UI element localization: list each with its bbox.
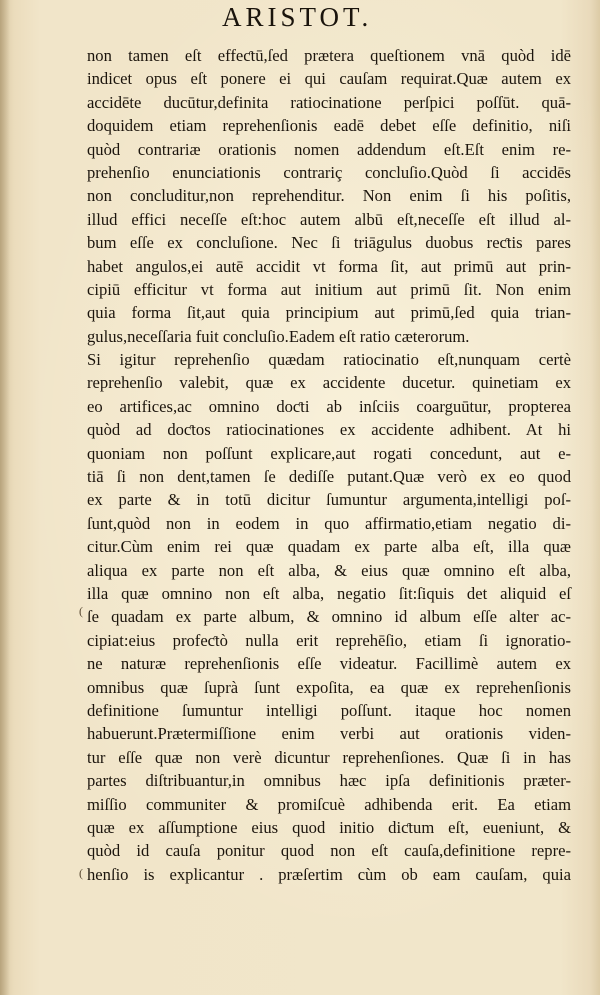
text-line: quæ ex aſſumptione eius quod initio diƈtum eſt, eueniunt, &	[87, 817, 571, 837]
text-line: miſſio communiter & promiſcuè adhibenda erit. Ea etiam	[87, 794, 571, 814]
text-line: quòd contrariæ orationis nomen addendum eſt.Eſt enim re-	[87, 139, 571, 159]
text-line: habet angulos,ei autē accidit vt forma ſit, aut primū aut prin-	[87, 256, 571, 276]
spine-shadow	[0, 0, 10, 995]
text-line: ex parte & in totū dicitur ſumuntur argumenta,intelligi poſ-	[87, 490, 571, 510]
text-line: habuerunt.Prætermiſſione enim verbi aut orationis viden-	[87, 724, 571, 744]
text-line: eo artifices,ac omnino doƈti ab inſciis coarguūtur, propterea	[87, 396, 571, 416]
text-block	[87, 44, 571, 886]
text-line: illud effici neceſſe eſt:hoc autem albū eſt,neceſſe eſt illud al-	[87, 209, 571, 229]
running-head: ARISTOT.	[222, 2, 373, 32]
text-line: non concluditur,non reprehenditur. Non enim ſi his poſitis,	[87, 186, 571, 206]
text-line: definitione ſumuntur intelligi poſſunt. itaque hoc nomen	[87, 700, 571, 720]
text-line: henſio is explicantur . præſertim cùm ob eam cauſam, quia	[87, 864, 571, 884]
text-line: reprehenſio valebit, quæ ex accidente ducetur. quinetiam ex	[87, 373, 571, 393]
text-line: Si igitur reprehenſio quædam ratiocinatio eſt,nunquam certè	[87, 350, 571, 370]
text-line: ſunt,quòd non in eodem in quo affirmatio,etiam negatio di-	[87, 513, 571, 533]
margin-paren-mark: (	[79, 866, 83, 880]
text-line: bum eſſe ex concluſione. Nec ſi triāgulus duobus reƈtis pares	[87, 233, 571, 253]
text-line: tiā ſi non dent,tamen ſe dediſſe putant.Quæ verò ex eo quod	[87, 467, 571, 487]
text-line: quòd ad doƈtos ratiocinationes ex accidente adhibent. At hi	[87, 420, 571, 440]
text-line: aliqua ex parte non eſt alba, & eius quæ omnino eſt alba,	[87, 560, 571, 580]
text-line: citur.Cùm enim rei quæ quadam ex parte alba eſt, illa quæ	[87, 537, 571, 557]
text-line: gulus,neceſſaria fuit concluſio.Eadem eſt ratio cæterorum.	[87, 326, 470, 346]
text-line: accidēte ducūtur,definita ratiocinatione perſpici poſſūt. quā-	[87, 92, 571, 112]
text-line: quòd id cauſa ponitur quod non eſt cauſa,definitione repre-	[87, 841, 571, 861]
text-line: doquidem etiam reprehenſionis eadē debet eſſe definitio, niſi	[87, 116, 571, 136]
text-line: prehenſio enunciationis contrariç concluſio.Quòd ſi accidēs	[87, 162, 571, 182]
text-line: omnibus quæ ſuprà ſunt expoſita, ea quæ ex reprehenſionis	[87, 677, 571, 697]
text-line: tur eſſe quæ non verè dicuntur reprehenſiones. Quæ ſi in has	[87, 747, 571, 767]
text-line: non tamen eſt effeƈtū,ſed prætera queſtionem vnā quòd idē	[87, 46, 571, 65]
text-line: cipiū efficitur vt forma aut initium aut primū ſit. Non enim	[87, 279, 571, 299]
text-line: illa quæ omnino non eſt alba, negatio ſit:ſiquis det aliquid eſ	[87, 583, 571, 603]
text-line: indicet opus eſt ponere ei qui cauſam requirat.Quæ autem ex	[87, 69, 571, 89]
margin-paren-mark: (	[79, 604, 83, 618]
text-line: quia forma ſit,aut quia principium aut primū,ſed quia trian-	[87, 303, 571, 323]
text-line: partes diſtribuantur,in omnibus hæc ipſa definitionis præter-	[87, 771, 571, 791]
text-line: quoniam non poſſunt explicare,aut rogati concedunt, aut e-	[87, 443, 571, 463]
text-line: ſe quadam ex parte album, & omnino id album eſſe alter ac-	[87, 607, 571, 627]
text-line: cipiat:eius profeƈtò nulla erit reprehēſio, etiam ſi ignoratio-	[87, 630, 571, 650]
text-line: ne naturæ reprehenſionis eſſe videatur. Facillimè autem ex	[87, 654, 571, 674]
